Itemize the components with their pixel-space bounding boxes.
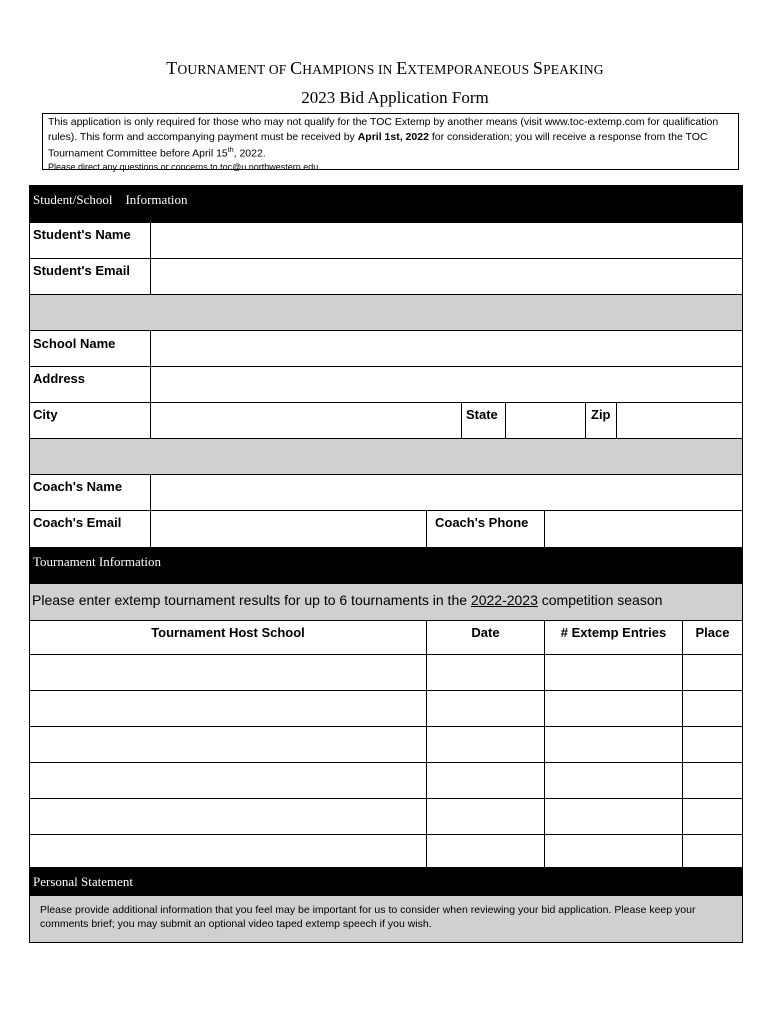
deadline-date: April 1st, 2022: [357, 130, 429, 143]
tournament-entry-cell[interactable]: [426, 834, 545, 871]
student-name-field[interactable]: [150, 222, 743, 259]
tournament-entry-cell[interactable]: [682, 798, 743, 835]
title-part: C: [290, 58, 303, 78]
section-header-tournament: Tournament Information: [29, 547, 743, 584]
label-school-name: School Name: [33, 336, 116, 351]
superscript-th: th: [227, 147, 234, 154]
tournament-entry-cell[interactable]: [544, 798, 683, 835]
label-coach-email: Coach's Email: [33, 515, 122, 530]
title-part: T: [166, 58, 178, 78]
tournament-entry-cell[interactable]: [426, 798, 545, 835]
label-coach-name: Coach's Name: [33, 479, 123, 494]
city-field[interactable]: [150, 402, 462, 439]
tournament-entry-cell[interactable]: [682, 726, 743, 763]
tournament-entry-cell[interactable]: [544, 834, 683, 871]
instructions-text-2: for consideration; you will receive a response from the TOC Tournament Committee before April 15: [48, 130, 708, 160]
title-part: HAMPIONS IN: [302, 62, 397, 77]
tournament-entry-cell[interactable]: [544, 654, 683, 691]
title-part: E: [396, 58, 408, 78]
column-header: Tournament Host School: [151, 625, 305, 640]
instructions-text-1: This application is only required for those who may not qualify for the TOC Extemp by another means (visit www.toc-extemp.com for qualification rules). This form and accompanying payment must be received by: [48, 116, 719, 143]
zip-field[interactable]: [616, 402, 743, 439]
section-header-student-school: Student/School Information: [29, 185, 743, 223]
tournament-entry-cell[interactable]: [544, 690, 683, 727]
season-years: 2022-2023: [470, 592, 538, 608]
contact-line: Please direct any questions or concerns to toc@u.northwestern.edu: [48, 162, 319, 172]
label-coach-phone: Coach's Phone: [435, 515, 529, 530]
tournament-entry-cell[interactable]: [29, 798, 427, 835]
tournament-entry-cell[interactable]: [426, 726, 545, 763]
personal-statement-text: Please provide additional information that you feel may be important for us to consider when reviewing your bid application. Please keep your comments brief; you may submit an optional video taped extemp speech if you wish.: [40, 904, 696, 930]
tournament-entry-cell[interactable]: [426, 690, 545, 727]
spacer-row: [29, 294, 743, 331]
label-state: State: [466, 407, 498, 422]
state-field[interactable]: [505, 402, 586, 439]
tournament-entry-cell[interactable]: [29, 762, 427, 799]
tournament-entry-cell[interactable]: [29, 726, 427, 763]
title-part: S: [532, 58, 544, 78]
section-header-personal: Personal Statement: [29, 867, 743, 896]
address-field[interactable]: [150, 366, 743, 403]
tournament-instructions: [29, 583, 743, 621]
instructions-box: [42, 113, 739, 170]
tournament-entry-cell[interactable]: [682, 834, 743, 871]
label-zip: Zip: [591, 407, 611, 422]
tournament-entry-cell[interactable]: [682, 762, 743, 799]
tournament-entry-cell[interactable]: [682, 690, 743, 727]
form-subtitle: 2023 Bid Application Form: [301, 88, 489, 107]
tournament-entry-cell[interactable]: [682, 654, 743, 691]
tournament-entry-cell[interactable]: [426, 654, 545, 691]
label-city: City: [33, 407, 58, 422]
title-part: PEAKING: [543, 62, 604, 77]
tournament-entry-cell[interactable]: [544, 762, 683, 799]
label-address: Address: [33, 371, 86, 386]
title-part: XTEMPORANEOUS: [407, 62, 533, 77]
label-student-name: Student's Name: [33, 227, 131, 242]
label-student-email: Student's Email: [33, 263, 130, 278]
personal-statement-box[interactable]: [29, 895, 743, 943]
column-header: Place: [695, 625, 730, 640]
coach-phone-field[interactable]: [544, 510, 743, 548]
form-title: [0, 58, 770, 79]
instructions-text-3: , 2022.: [233, 147, 266, 160]
tournament-entry-cell[interactable]: [544, 726, 683, 763]
tournament-entry-cell[interactable]: [29, 654, 427, 691]
title-part: OURNAMENT OF: [177, 62, 291, 77]
coach-email-field[interactable]: [150, 510, 427, 548]
column-header: Date: [471, 625, 500, 640]
coach-name-field[interactable]: [150, 474, 743, 511]
tournament-entry-cell[interactable]: [29, 834, 427, 871]
spacer-row-2: [29, 438, 743, 475]
note-before: Please enter extemp tournament results for up to 6 tournaments in the: [32, 592, 471, 608]
tournament-entry-cell[interactable]: [29, 690, 427, 727]
student-email-field[interactable]: [150, 258, 743, 295]
note-after: competition season: [537, 592, 663, 608]
tournament-entry-cell[interactable]: [426, 762, 545, 799]
column-header: # Extemp Entries: [560, 625, 667, 640]
school-name-field[interactable]: [150, 330, 743, 367]
